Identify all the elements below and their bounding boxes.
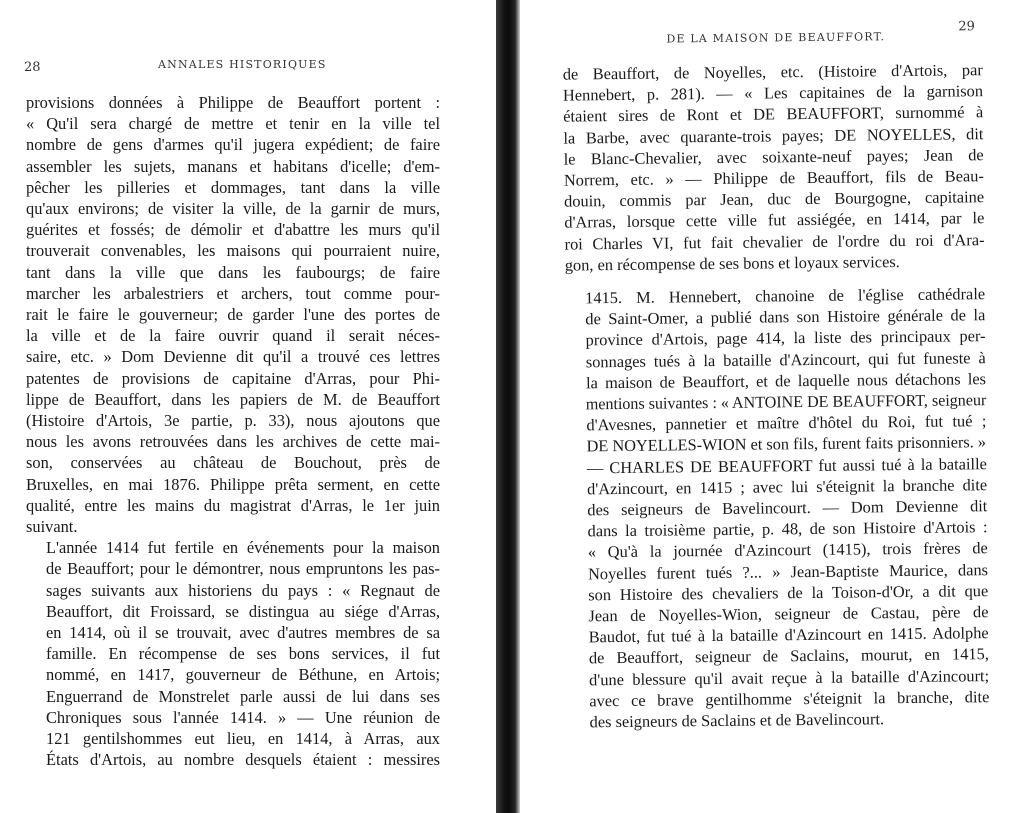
text-line: rait le faire le gouverneur; de garder l'une des portes de <box>26 305 440 325</box>
text-line: 121 gentilshommes eut lieu, en 1414, à Arras, aux <box>46 729 440 749</box>
text-line: des seigneurs de Saclains et de Bavelincourt. <box>589 709 885 732</box>
text-line: de Beauffort, seigneur de Saclains, mourut, en 1415, <box>588 644 989 668</box>
text-line: nombre de gens d'armes qu'il jugera expédient; de faire <box>26 135 440 155</box>
text-line: marcher les arbalestriers et archers, tout comme pour- <box>26 283 440 303</box>
text-line: Baudot, fut tué à la bataille d'Azincourt en 1415. Adolphe <box>588 623 989 647</box>
text-line: qualité, entre les mains du magistrat d'Arras, le 1er juin <box>26 495 440 515</box>
text-line: des seigneurs de Bavelincourt. — Dom Devienne dit <box>587 496 988 520</box>
text-line: patentes de provisions de capitaine d'Arras, pour Phi- <box>26 368 440 388</box>
text-line: « Qu'il sera chargé de mettre et tenir en la ville tel <box>26 114 440 134</box>
running-head: ANNALES HISTORIQUES <box>158 58 327 71</box>
book-gutter <box>496 0 520 813</box>
text-line: en 1414, où il se trouvait, avec d'autres membres de sa <box>46 623 440 643</box>
text-line: nous les avons retrouvées dans les archives de cette mai- <box>26 432 440 452</box>
text-line: gon, en récompense de ses bons et loyaux services. <box>564 251 900 275</box>
text-line: provisions données à Philippe de Beauffort portent : <box>26 93 440 112</box>
text-line: de Beauffort, de Noyelles, etc. (Histoire d'Artois, par <box>562 60 983 84</box>
text-line: pêcher les pilleries et dommages, tant dans la ville <box>26 177 440 197</box>
text-line: tant dans la ville que dans les faubourgs; de faire <box>26 262 440 282</box>
paragraph <box>26 92 440 537</box>
text-line: mentions suivantes : « ANTOINE DE BEAUFFORT, seigneur <box>585 390 987 414</box>
text-line: trouverait convenables, les maisons qui pourraient nuire, <box>26 241 440 261</box>
text-line: famille. En récompense de ses bons services, il fut <box>46 644 440 664</box>
text-line: douin, commis par Jean, duc de Bourgogne, capitaine <box>564 187 985 211</box>
text-line: suivant. <box>26 517 78 537</box>
right-page <box>522 0 1024 813</box>
text-line: son Histoire des chevaliers de la Toison-d'Or, a dit que <box>588 581 989 605</box>
text-line: Bruxelles, en mai 1876. Philippe prêta serment, en cette <box>26 474 440 494</box>
text-line: son, conservées au château de Bouchout, près de <box>26 453 440 473</box>
text-line: Enguerrand de Monstrelet parle aussi de lui dans ses <box>46 686 440 706</box>
text-line: Hennebert, p. 281). — « Les capitaines de la garnison <box>562 81 984 105</box>
text-line: d'une blessure qu'il avait reçue à la bataille d'Azincourt; <box>589 665 990 690</box>
text-line: Jean de Noyelles-Wion, seigneur de Castau, père de <box>588 602 989 626</box>
text-line: saire, etc. » Dom Devienne dit qu'il a trouvé ces lettres <box>26 347 440 367</box>
text-line: lippe de Beauffort, dans les papiers de M. de Beauffort <box>26 389 440 409</box>
text-line: (Histoire d'Artois, 3e partie, p. 33), nous ajoutons que <box>26 411 440 431</box>
page-body-text <box>26 92 440 771</box>
text-line: sonnages tués à la bataille d'Azincourt, qui fut funeste à <box>585 347 986 371</box>
text-line: de Saint-Omer, a publié dans son Histoire générale de la <box>585 305 986 329</box>
text-line: d'Azincourt, en 1415 ; avec lui s'éteignit la branche dite <box>587 475 988 499</box>
page-number: 29 <box>958 19 975 35</box>
text-line: Noyelles furent tués ?... » Jean-Baptiste Maurice, dans <box>587 559 989 584</box>
text-line: étaient sires de Ront et DE BEAUFFORT, surnommé à <box>563 102 984 126</box>
text-line: L'année 1414 fut fertile en événements pour la maison <box>46 538 440 558</box>
text-line: d'Avesnes, pannetier et maître d'hôtel du Roi, fut tué ; <box>586 411 987 435</box>
paragraph <box>565 283 990 733</box>
text-line: — CHARLES DE BEAUFFORT fut aussi tué à la bataille <box>586 453 987 478</box>
text-line: qu'aux environs; de visiter la ville, de la garnir de murs, <box>26 199 440 219</box>
text-line: « Qu'à la journée d'Azincourt (1415), trois frères de <box>587 538 988 562</box>
text-line: 1415. M. Hennebert, chanoine de l'église cathédrale <box>585 284 986 308</box>
page-number: 28 <box>24 60 41 75</box>
text-line: d'Arras, lorsque cette ville fut assiégée, en 1414, par le <box>564 208 985 232</box>
text-line: dans la troisième partie, p. 48, de son Histoire d'Artois : <box>587 517 988 541</box>
text-line: la Barbe, avec quarante-trois payes; DE NOYELLES, dit <box>563 123 984 148</box>
paragraph <box>26 537 440 770</box>
text-line: Norrem, etc. » — Philippe de Beauffort, fils de Beau- <box>563 166 984 190</box>
left-page <box>0 0 496 813</box>
paragraph <box>563 59 985 275</box>
text-line: Chroniques sous l'année 1414. » — Une réunion de <box>46 707 440 727</box>
page-body-text <box>563 59 990 733</box>
running-head: DE LA MAISON DE BEAUFFORT. <box>666 30 886 46</box>
text-line: DE NOYELLES-WION et son fils, furent faits prisonniers. » <box>586 432 987 456</box>
text-line: roi Charles VI, fut fait chevalier de l'ordre du roi d'Ara- <box>564 229 985 254</box>
text-line: le Blanc-Chevalier, avec soixante-neuf payes; Jean de <box>563 144 984 169</box>
text-line: avec ce brave gentilhomme s'éteignit la branche, dite <box>589 687 990 711</box>
text-line: province d'Artois, page 414, la liste des principaux per- <box>585 326 986 350</box>
text-line: sages suivants aux historiens du pays : « Regnaut de <box>46 580 440 600</box>
text-line: assembler les sujets, manans et habitans d'icelle; d'em- <box>26 156 440 176</box>
text-line: Beauffort, dit Froissard, se distingua au siége d'Arras, <box>46 601 440 621</box>
text-line: la maison de Beauffort, et de laquelle nous détachons les <box>585 369 987 393</box>
text-line: la ville et de la faire ouvrir quand il serait néces- <box>26 326 440 346</box>
text-line: nommé, en 1417, gouverneur de Béthune, en Artois; <box>46 665 440 685</box>
text-line: guérites et fossés; de démolir et d'abattre les murs qu'il <box>26 220 440 240</box>
text-line: États d'Artois, au nombre desquels étaient : messires <box>46 750 440 770</box>
text-line: de Beauffort; pour le démontrer, nous empruntons les pas- <box>46 559 440 579</box>
